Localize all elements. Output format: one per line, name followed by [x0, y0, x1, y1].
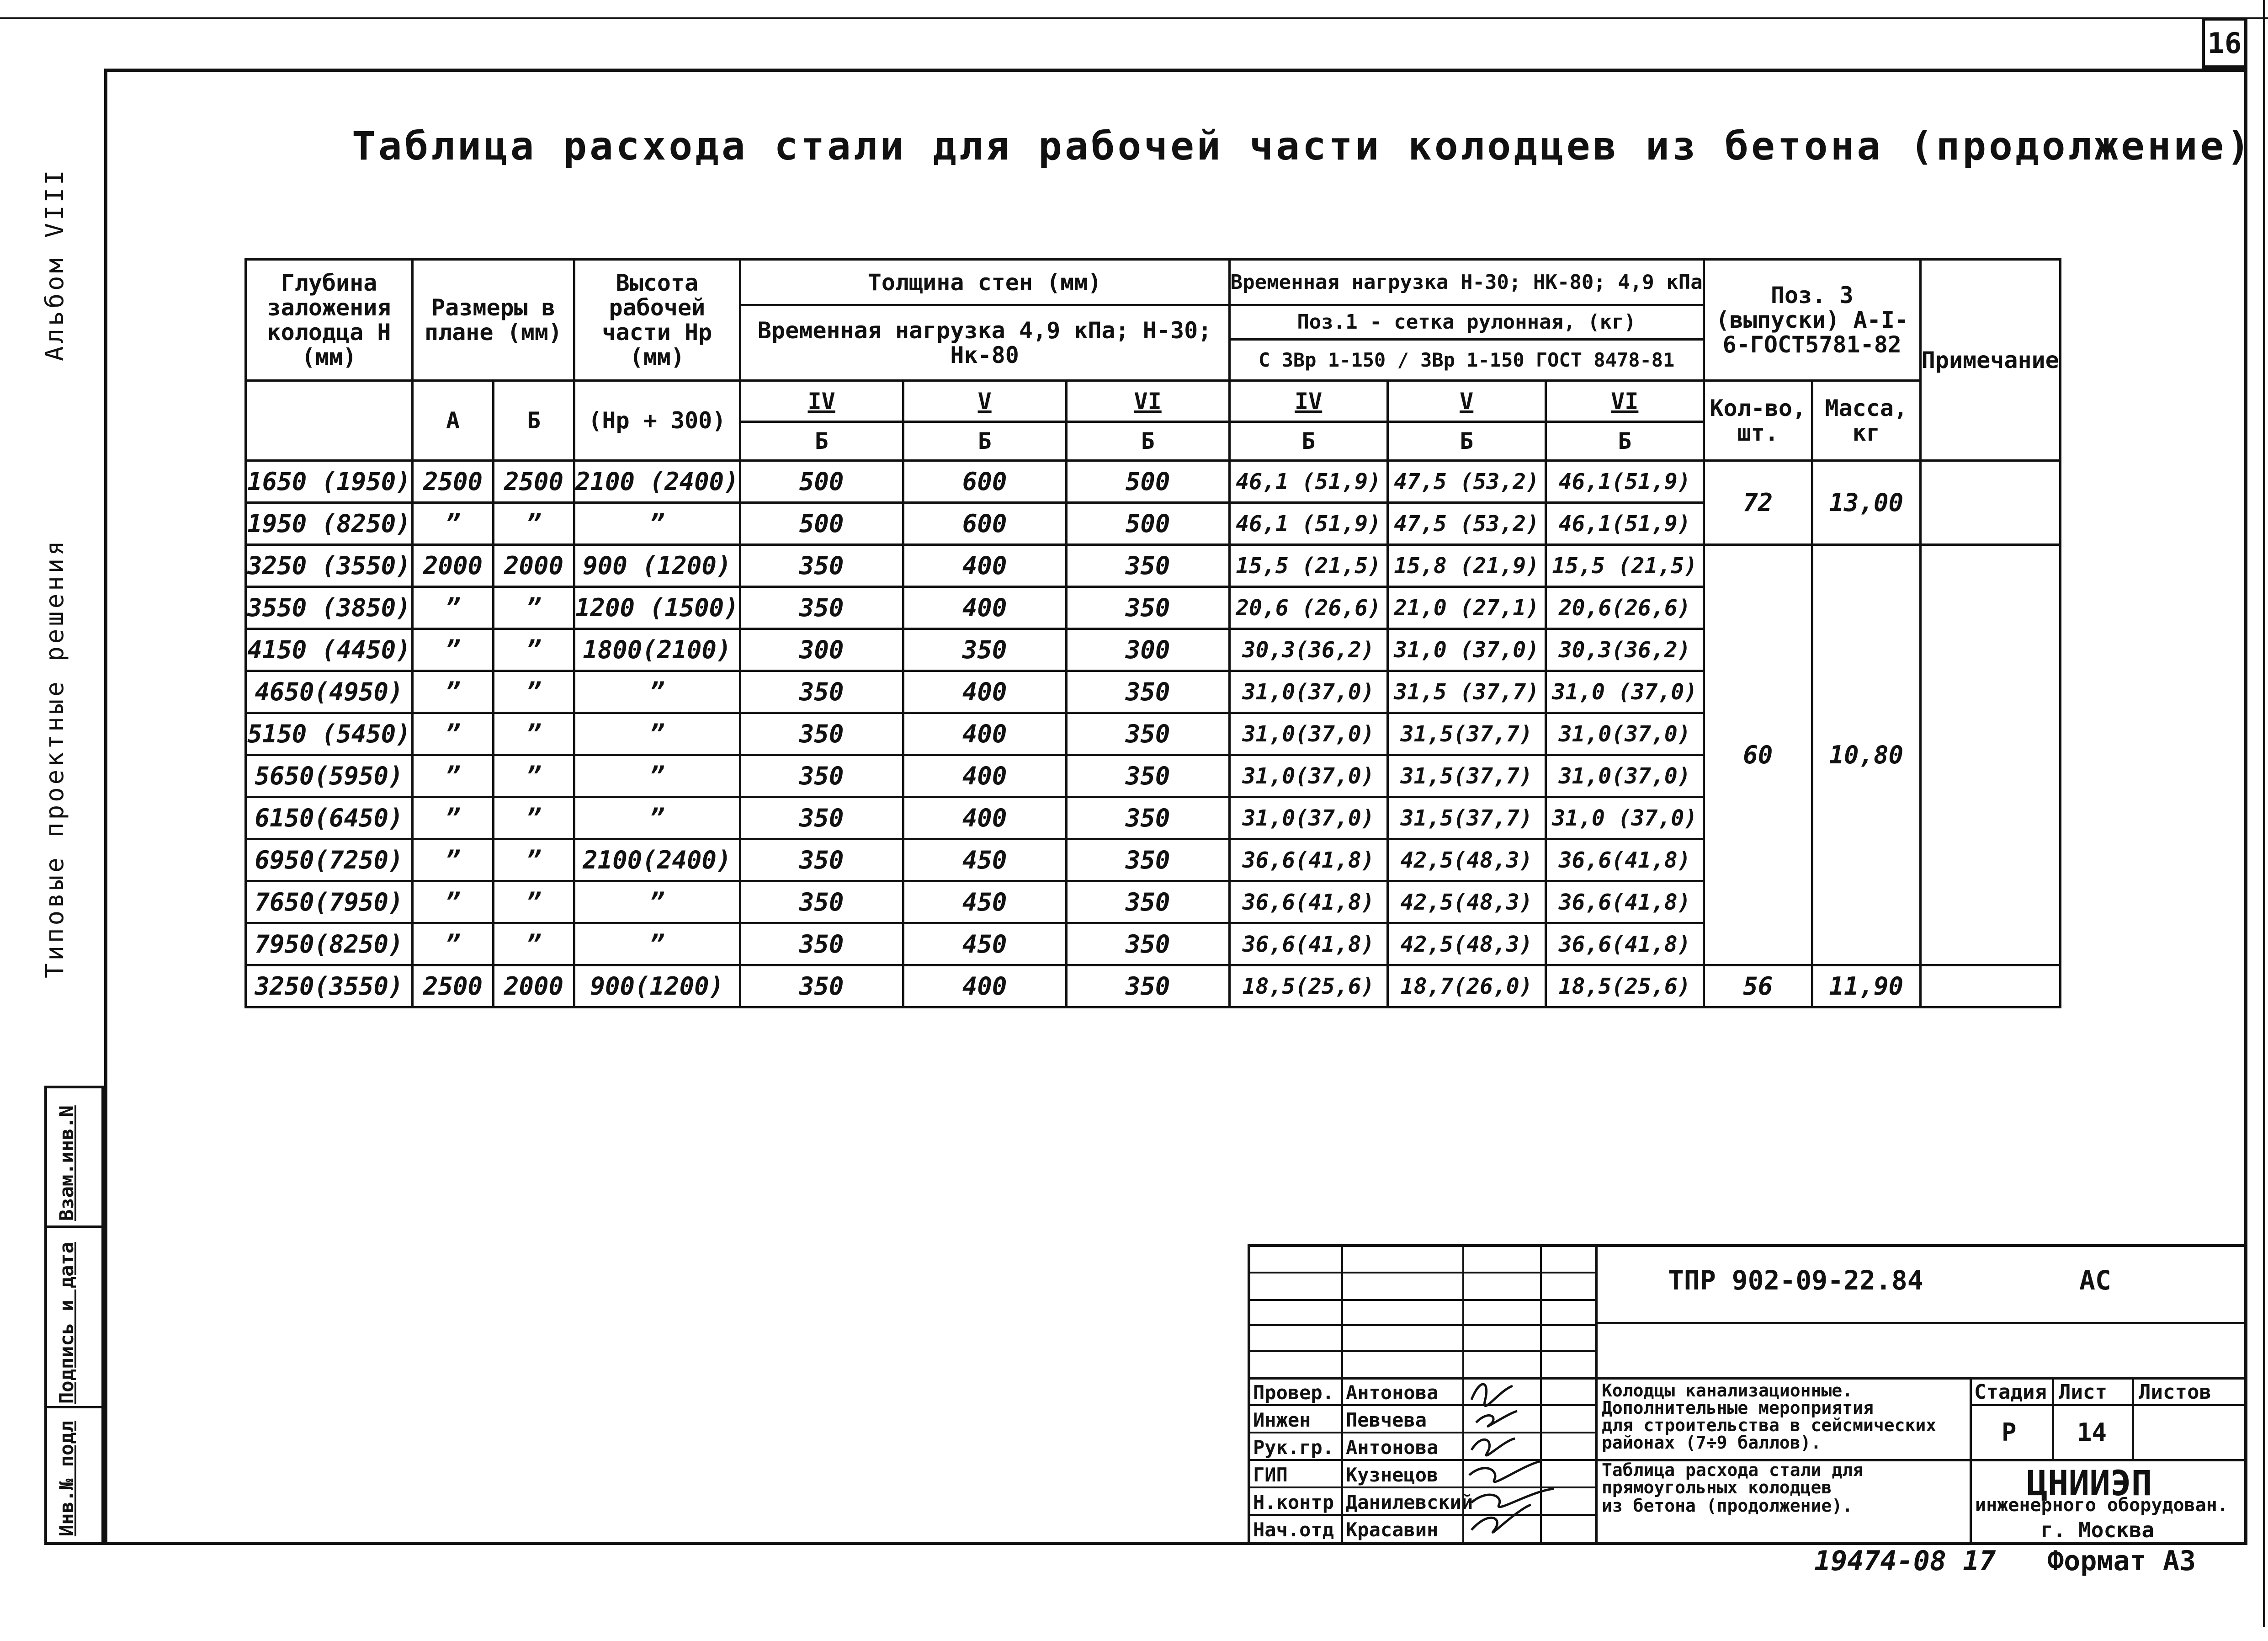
cell-h: ” [574, 503, 740, 545]
cell-s5: 15,8 (21,9) [1387, 545, 1546, 587]
cell-b: ” [494, 923, 574, 965]
cell-s6: 20,6(26,6) [1546, 587, 1704, 629]
tb-description-line: из бетона (продолжение). [1602, 1496, 1853, 1516]
tb-name: Антонова [1346, 1381, 1439, 1404]
cell-a: 2500 [413, 965, 494, 1007]
header-wall-b: Б [740, 422, 903, 461]
cell-mass: 13,00 [1812, 461, 1920, 545]
cell-h: ” [574, 797, 740, 839]
cell-a: 2000 [413, 545, 494, 587]
table-row [246, 545, 2061, 587]
cell-s5: 31,0 (37,0) [1387, 629, 1546, 671]
cell-s4: 46,1 (51,9) [1229, 503, 1387, 545]
cell-w5: 400 [903, 965, 1066, 1007]
header-load-b: Б [1387, 422, 1546, 461]
cell-s6: 46,1(51,9) [1546, 503, 1704, 545]
cell-s6: 31,0 (37,0) [1546, 671, 1704, 713]
tb-name: Кузнецов [1346, 1464, 1439, 1486]
header-wall-b: Б [1066, 422, 1229, 461]
header-depth: Глубина заложения колодца Н (мм) [246, 260, 413, 381]
cell-b: ” [494, 797, 574, 839]
cell-depth: 3250 (3550) [246, 545, 413, 587]
cell-a: ” [413, 503, 494, 545]
paper-format: Формат А3 [2047, 1545, 2196, 1577]
project-mark: АС [2079, 1265, 2111, 1296]
cell-w6: 350 [1066, 839, 1229, 881]
cell-depth: 4650(4950) [246, 671, 413, 713]
cell-w4: 350 [740, 545, 903, 587]
cell-a: ” [413, 839, 494, 881]
cell-w4: 350 [740, 797, 903, 839]
steel-consumption-table [244, 258, 2061, 1008]
cell-w5: 450 [903, 923, 1066, 965]
cell-h: 900(1200) [574, 965, 740, 1007]
stamp-divider [47, 1406, 101, 1408]
header-wall-load: Временная нагрузка 4,9 кПа; Н-30; Нк-80 [740, 305, 1229, 381]
cell-b: ” [494, 671, 574, 713]
cell-w6: 350 [1066, 965, 1229, 1007]
sheet-value: 14 [2077, 1418, 2107, 1447]
cell-w4: 350 [740, 881, 903, 923]
cell-h: 900 (1200) [574, 545, 740, 587]
tb-border [1248, 1350, 1595, 1352]
cell-w4: 500 [740, 461, 903, 503]
side-series-label: Типовые проектные решения [40, 538, 69, 978]
cell-b: ” [494, 587, 574, 629]
cell-depth: 1950 (8250) [246, 503, 413, 545]
outer-border-right [2263, 0, 2265, 1627]
cell-w4: 350 [740, 587, 903, 629]
stamp-label-inventory: Инв.№ подл [55, 1421, 78, 1536]
header-depth-placeholder [246, 381, 413, 461]
header-wall-vi: VI [1066, 381, 1229, 422]
cell-qty: 72 [1704, 461, 1812, 545]
sheet-number: 16 [2202, 17, 2247, 69]
cell-s6: 31,0 (37,0) [1546, 797, 1704, 839]
cell-b: ” [494, 839, 574, 881]
tb-border [2132, 1377, 2134, 1459]
tb-role: Провер. [1253, 1381, 1334, 1404]
cell-w6: 350 [1066, 923, 1229, 965]
cell-w4: 350 [740, 923, 903, 965]
cell-b: 2000 [494, 545, 574, 587]
tb-role: Рук.гр. [1253, 1436, 1334, 1459]
cell-depth: 7950(8250) [246, 923, 413, 965]
header-pos3: Поз. 3 (выпуски) А-I-6-ГОСТ5781-82 [1704, 260, 1920, 381]
header-load-iv: IV [1229, 381, 1387, 422]
tb-description-line: Дополнительные мероприятия [1602, 1398, 1874, 1418]
header-qty: Кол-во, шт. [1704, 381, 1812, 461]
cell-h: 2100(2400) [574, 839, 740, 881]
tb-border [1248, 1377, 2246, 1380]
tb-description-line: прямоугольных колодцев [1602, 1477, 1832, 1497]
tb-name: Данилевский [1346, 1491, 1473, 1513]
cell-a: ” [413, 713, 494, 755]
cell-b: ” [494, 755, 574, 797]
cell-w6: 350 [1066, 671, 1229, 713]
tb-border [1248, 1324, 1595, 1326]
cell-w4: 350 [740, 839, 903, 881]
cell-s5: 42,5(48,3) [1387, 839, 1546, 881]
cell-h: 1200 (1500) [574, 587, 740, 629]
cell-depth: 1650 (1950) [246, 461, 413, 503]
header-load-b: Б [1546, 422, 1704, 461]
tb-name: Красавин [1346, 1518, 1439, 1541]
header-height-sub: (Нр + 300) [574, 381, 740, 461]
cell-b: ” [494, 629, 574, 671]
cell-w4: 300 [740, 629, 903, 671]
tb-border [2052, 1377, 2054, 1459]
cell-w6: 350 [1066, 587, 1229, 629]
tb-border [1970, 1404, 2246, 1406]
cell-s6: 46,1(51,9) [1546, 461, 1704, 503]
header-size-b: Б [494, 381, 574, 461]
cell-s5: 31,5 (37,7) [1387, 671, 1546, 713]
cell-h: ” [574, 881, 740, 923]
sheet-label: Лист [2059, 1380, 2107, 1404]
title-block [1248, 1244, 2246, 1545]
cell-s5: 31,5(37,7) [1387, 713, 1546, 755]
cell-s5: 47,5 (53,2) [1387, 503, 1546, 545]
cell-depth: 7650(7950) [246, 881, 413, 923]
cell-note [1920, 461, 2060, 545]
header-wall-v: V [903, 381, 1066, 422]
cell-a: ” [413, 629, 494, 671]
org-line-2: инженерного оборудован. [1975, 1495, 2228, 1516]
cell-s5: 31,5(37,7) [1387, 797, 1546, 839]
cell-w6: 500 [1066, 503, 1229, 545]
header-note: Примечание [1920, 260, 2060, 461]
page-title: Таблица расхода стали для рабочей части колодцев из бетона (продолжение) [352, 123, 2253, 169]
cell-s4: 20,6 (26,6) [1229, 587, 1387, 629]
cell-w5: 400 [903, 545, 1066, 587]
tb-role: Н.контр [1253, 1491, 1334, 1513]
cell-a: ” [413, 797, 494, 839]
cell-s6: 31,0(37,0) [1546, 755, 1704, 797]
cell-mass: 11,90 [1812, 965, 1920, 1007]
cell-qty: 56 [1704, 965, 1812, 1007]
stamp-label-replacement: Взам.инв.N [55, 1105, 78, 1221]
cell-a: ” [413, 587, 494, 629]
cell-depth: 6150(6450) [246, 797, 413, 839]
side-album-label: Альбом VIII [40, 167, 69, 361]
cell-mass: 10,80 [1812, 545, 1920, 965]
inventory-number: 19474-08 17 [1814, 1545, 1996, 1577]
tb-role: ГИП [1253, 1464, 1288, 1486]
tb-border [1970, 1377, 1972, 1545]
tb-border [1248, 1299, 1595, 1301]
header-height [574, 260, 740, 381]
cell-s4: 15,5 (21,5) [1229, 545, 1387, 587]
cell-depth: 5150 (5450) [246, 713, 413, 755]
cell-w5: 400 [903, 713, 1066, 755]
cell-w4: 350 [740, 671, 903, 713]
tb-description-line: Колодцы канализационные. [1602, 1380, 1853, 1401]
header-load-vi: VI [1546, 381, 1704, 422]
cell-s5: 31,5(37,7) [1387, 755, 1546, 797]
cell-b: ” [494, 713, 574, 755]
cell-w6: 300 [1066, 629, 1229, 671]
cell-s4: 36,6(41,8) [1229, 839, 1387, 881]
tb-border [1248, 1244, 1250, 1545]
table-row [246, 965, 2061, 1007]
approval-stamp [44, 1086, 104, 1545]
cell-a: 2500 [413, 461, 494, 503]
tb-border [1341, 1244, 1343, 1545]
header-height-label: Высота рабочей части Нр (мм) [602, 270, 712, 370]
tb-description-line: Таблица расхода стали для [1602, 1460, 1863, 1480]
org-city: г. Москва [2040, 1518, 2155, 1542]
tb-role: Нач.отд [1253, 1518, 1334, 1541]
tb-description-line: районах (7÷9 баллов). [1602, 1433, 1822, 1453]
cell-h: ” [574, 755, 740, 797]
cell-s4: 31,0(37,0) [1229, 797, 1387, 839]
cell-s6: 36,6(41,8) [1546, 839, 1704, 881]
tb-border [1248, 1244, 2246, 1247]
cell-s6: 30,3(36,2) [1546, 629, 1704, 671]
outer-border-top [0, 17, 2268, 19]
tb-name: Антонова [1346, 1436, 1439, 1459]
cell-w4: 350 [740, 755, 903, 797]
cell-note [1920, 545, 2060, 965]
cell-w6: 350 [1066, 545, 1229, 587]
cell-b: ” [494, 881, 574, 923]
header-wall: Толщина стен (мм) [740, 260, 1229, 305]
tb-border [1595, 1322, 2246, 1324]
cell-s6: 18,5(25,6) [1546, 965, 1704, 1007]
header-load: Временная нагрузка Н-30; НК-80; 4,9 кПа [1229, 260, 1704, 305]
cell-w4: 350 [740, 713, 903, 755]
stage-label: Стадия [1974, 1380, 2047, 1404]
cell-s4: 31,0(37,0) [1229, 713, 1387, 755]
cell-h: 1800(2100) [574, 629, 740, 671]
cell-h: ” [574, 671, 740, 713]
cell-w5: 600 [903, 461, 1066, 503]
tb-role: Инжен [1253, 1409, 1311, 1431]
header-wall-iv: IV [740, 381, 903, 422]
cell-w4: 500 [740, 503, 903, 545]
cell-s4: 30,3(36,2) [1229, 629, 1387, 671]
cell-h: 2100 (2400) [574, 461, 740, 503]
tb-border [1248, 1272, 1595, 1273]
header-mass: Масса, кг [1812, 381, 1920, 461]
sheets-label: Листов [2139, 1380, 2211, 1404]
cell-w6: 500 [1066, 461, 1229, 503]
cell-a: ” [413, 755, 494, 797]
stage-value: Р [2002, 1418, 2017, 1447]
cell-h: ” [574, 713, 740, 755]
header-sizes: Размеры в плане (мм) [413, 260, 574, 381]
cell-depth: 3250(3550) [246, 965, 413, 1007]
cell-depth: 6950(7250) [246, 839, 413, 881]
cell-w5: 600 [903, 503, 1066, 545]
cell-s6: 36,6(41,8) [1546, 881, 1704, 923]
stamp-label-signature: Подпись и дата [55, 1241, 78, 1404]
cell-s6: 31,0(37,0) [1546, 713, 1704, 755]
cell-w5: 400 [903, 587, 1066, 629]
signatures [1462, 1372, 1599, 1546]
cell-w6: 350 [1066, 713, 1229, 755]
cell-s4: 36,6(41,8) [1229, 881, 1387, 923]
cell-w5: 450 [903, 881, 1066, 923]
cell-s5: 42,5(48,3) [1387, 881, 1546, 923]
cell-qty: 60 [1704, 545, 1812, 965]
cell-s5: 18,7(26,0) [1387, 965, 1546, 1007]
cell-s4: 31,0(37,0) [1229, 755, 1387, 797]
cell-w4: 350 [740, 965, 903, 1007]
cell-s5: 21,0 (27,1) [1387, 587, 1546, 629]
cell-s4: 36,6(41,8) [1229, 923, 1387, 965]
cell-s4: 46,1 (51,9) [1229, 461, 1387, 503]
cell-w5: 400 [903, 797, 1066, 839]
project-code: ТПР 902-09-22.84 [1668, 1265, 1923, 1296]
cell-h: ” [574, 923, 740, 965]
cell-a: ” [413, 671, 494, 713]
header-pos1: Поз.1 - сетка рулонная, (кг) [1229, 305, 1704, 340]
cell-depth: 3550 (3850) [246, 587, 413, 629]
cell-a: ” [413, 923, 494, 965]
cell-depth: 5650(5950) [246, 755, 413, 797]
cell-b: ” [494, 503, 574, 545]
cell-w5: 350 [903, 629, 1066, 671]
cell-w5: 400 [903, 671, 1066, 713]
header-pos1-spec: С 3Вр 1-150 / 3Вр 1-150 ГОСТ 8478-81 [1229, 340, 1704, 381]
header-size-a: А [413, 381, 494, 461]
cell-s6: 36,6(41,8) [1546, 923, 1704, 965]
header-load-v: V [1387, 381, 1546, 422]
cell-b: 2500 [494, 461, 574, 503]
cell-depth: 4150 (4450) [246, 629, 413, 671]
cell-a: ” [413, 881, 494, 923]
cell-w5: 450 [903, 839, 1066, 881]
cell-s6: 15,5 (21,5) [1546, 545, 1704, 587]
cell-w6: 350 [1066, 755, 1229, 797]
cell-w6: 350 [1066, 797, 1229, 839]
header-wall-b: Б [903, 422, 1066, 461]
cell-s5: 47,5 (53,2) [1387, 461, 1546, 503]
cell-note [1920, 965, 2060, 1007]
table-row [246, 461, 2061, 503]
org-name: ЦНИИЭП [2027, 1463, 2152, 1503]
header-load-b: Б [1229, 422, 1387, 461]
cell-w5: 400 [903, 755, 1066, 797]
cell-s5: 42,5(48,3) [1387, 923, 1546, 965]
cell-s4: 31,0(37,0) [1229, 671, 1387, 713]
stamp-divider [47, 1225, 101, 1228]
cell-w6: 350 [1066, 881, 1229, 923]
tb-description-line: для строительства в сейсмических [1602, 1415, 1937, 1435]
cell-b: 2000 [494, 965, 574, 1007]
tb-name: Певчева [1346, 1409, 1427, 1431]
cell-s4: 18,5(25,6) [1229, 965, 1387, 1007]
